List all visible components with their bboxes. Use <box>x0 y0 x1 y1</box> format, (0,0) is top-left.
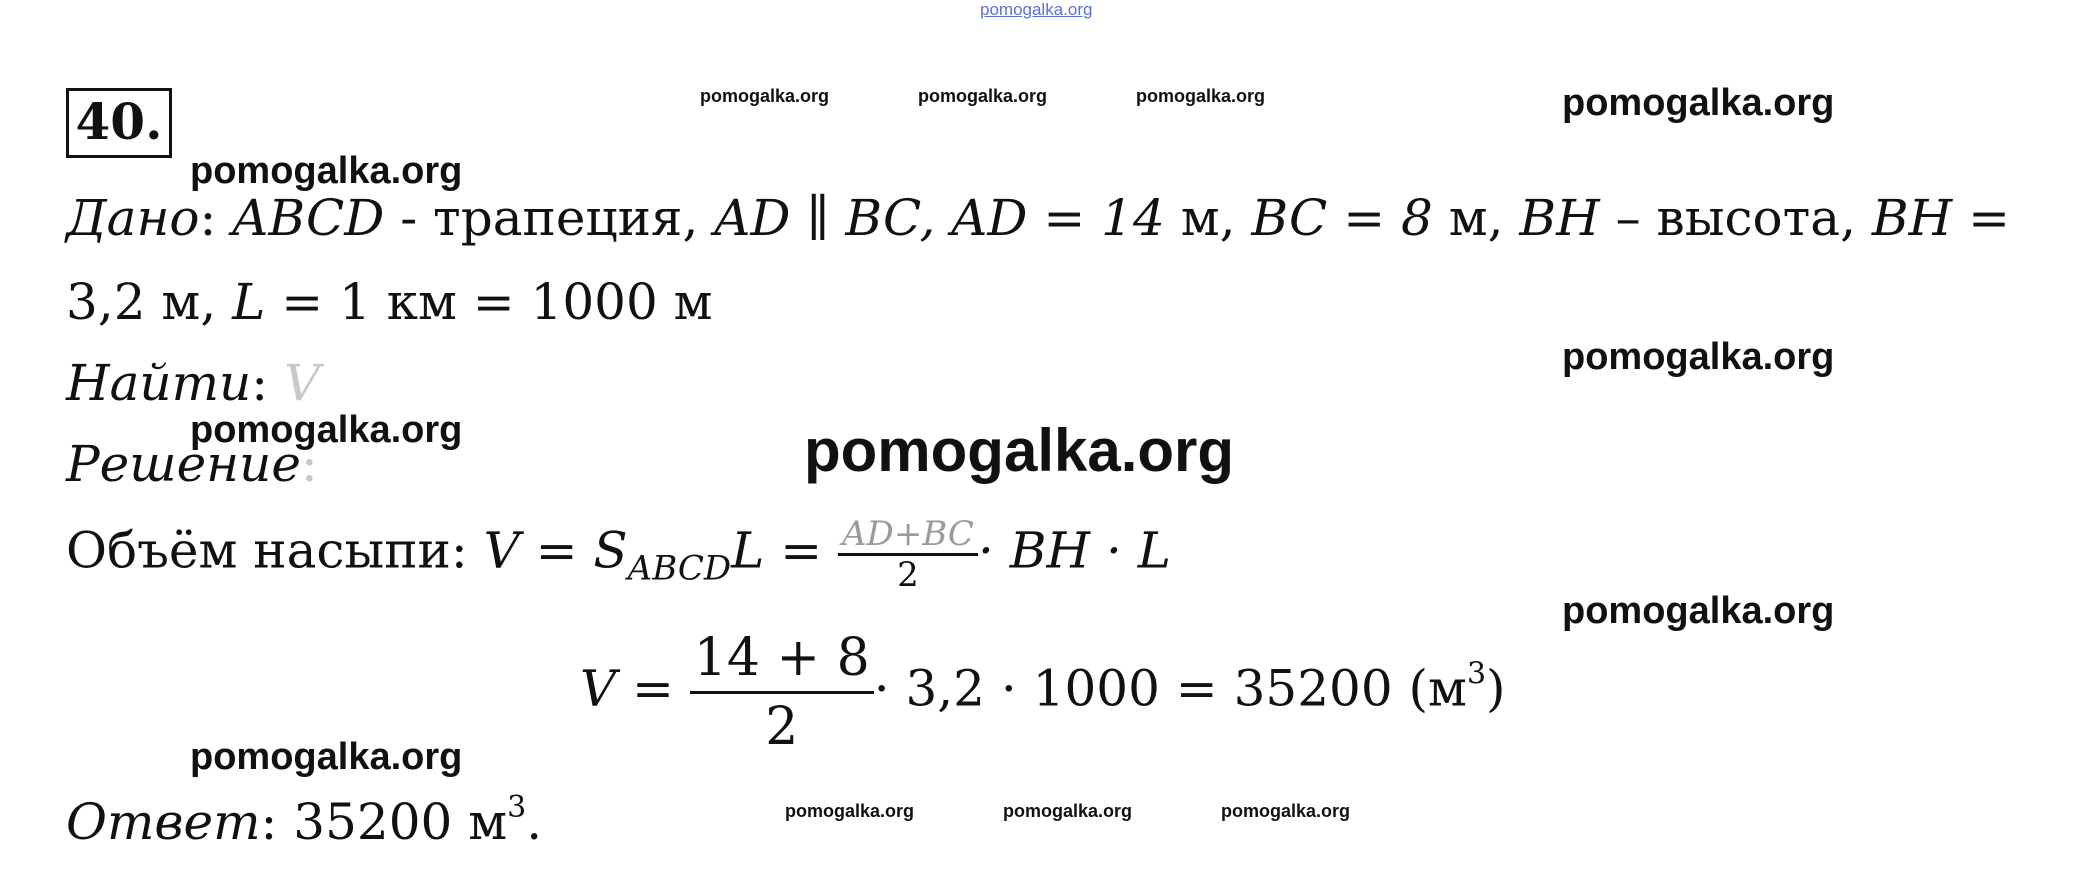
bh-lhs: BH = <box>1871 189 2011 247</box>
unit: м <box>1432 189 1488 247</box>
answer-line: Ответ: 35200 $м^3$. <box>66 790 543 851</box>
calc-numerator: 14 + 8 <box>690 625 874 694</box>
volume-label: Объём насыпи: <box>66 521 484 580</box>
calc-tail: · 3,2 · 1000 = 35200 (м <box>873 659 1467 718</box>
watermark-medium: pomogalka.org <box>190 409 463 451</box>
watermark-medium: pomogalka.org <box>1562 336 1835 378</box>
formula-lhs: V = S <box>483 521 628 580</box>
given-label: Дано <box>66 189 200 247</box>
watermark-top[interactable]: pomogalka.org <box>980 0 1093 19</box>
answer-superscript: 3 <box>507 790 527 825</box>
watermark-small: pomogalka.org <box>1221 801 1351 821</box>
watermark-medium: pomogalka.org <box>1562 82 1835 124</box>
l-name: L <box>232 273 266 331</box>
formula-mid: L = <box>731 521 838 580</box>
watermark-small: pomogalka.org <box>700 86 830 106</box>
bc-length: BC = 8 <box>1251 189 1433 247</box>
problem-number: 40. <box>66 88 172 158</box>
watermark-small: pomogalka.org <box>918 86 1048 106</box>
answer-label: Ответ <box>66 793 261 851</box>
unit: м <box>145 273 201 331</box>
calc-fraction <box>690 625 874 760</box>
answer-end: . <box>526 793 543 851</box>
calc-close: ) <box>1486 659 1506 718</box>
watermark-medium: pomogalka.org <box>1562 590 1835 632</box>
bh-value: 3,2 <box>66 273 146 331</box>
solution-line <box>66 434 318 494</box>
height-name: BH <box>1519 189 1600 247</box>
calc-denominator: 2 <box>765 697 799 757</box>
fraction-denominator: 2 <box>897 555 919 595</box>
formula-line <box>66 515 1171 599</box>
watermark-large: pomogalka.org <box>804 417 1235 484</box>
solution-label: Решение <box>66 435 301 493</box>
watermark-medium: pomogalka.org <box>190 736 463 778</box>
watermark-small: pomogalka.org <box>785 801 915 821</box>
calc-superscript: 3 <box>1466 656 1487 692</box>
given-line-1: Дано: ABCD - трапеция, AD ∥ BC, AD = 14 м, BC = 8 м, BH – высота, BH = <box>66 189 2011 247</box>
parallel-statement: AD ∥ BC, <box>714 189 952 247</box>
watermark-small: pomogalka.org <box>1136 86 1266 106</box>
fraction-numerator: AD+BC <box>838 515 978 556</box>
ad-length: AD = 14 <box>951 189 1165 247</box>
formula-fraction <box>838 515 978 594</box>
solution-colon: : <box>300 435 318 493</box>
find-value: V <box>283 354 321 412</box>
find-label: Найти <box>66 354 252 412</box>
unit: м <box>1164 189 1220 247</box>
answer-value: 35200 м <box>293 793 508 851</box>
given-line-2: 3,2 м, L = 1 км = 1000 м <box>66 273 713 331</box>
watermark-small: pomogalka.org <box>1003 801 1133 821</box>
figure-description: - трапеция, <box>384 189 715 247</box>
l-expression: = 1 км = 1000 м <box>265 273 713 331</box>
find-line: Найти: V <box>66 354 321 412</box>
calc-lhs: V = <box>580 659 690 718</box>
figure-name: ABCD <box>232 189 385 247</box>
height-description: – высота, <box>1599 189 1872 247</box>
calculation-line <box>580 625 1506 760</box>
watermark-medium: pomogalka.org <box>190 150 463 192</box>
formula-subscript: ABCD <box>627 548 732 589</box>
formula-tail: · BH · L <box>977 521 1171 580</box>
